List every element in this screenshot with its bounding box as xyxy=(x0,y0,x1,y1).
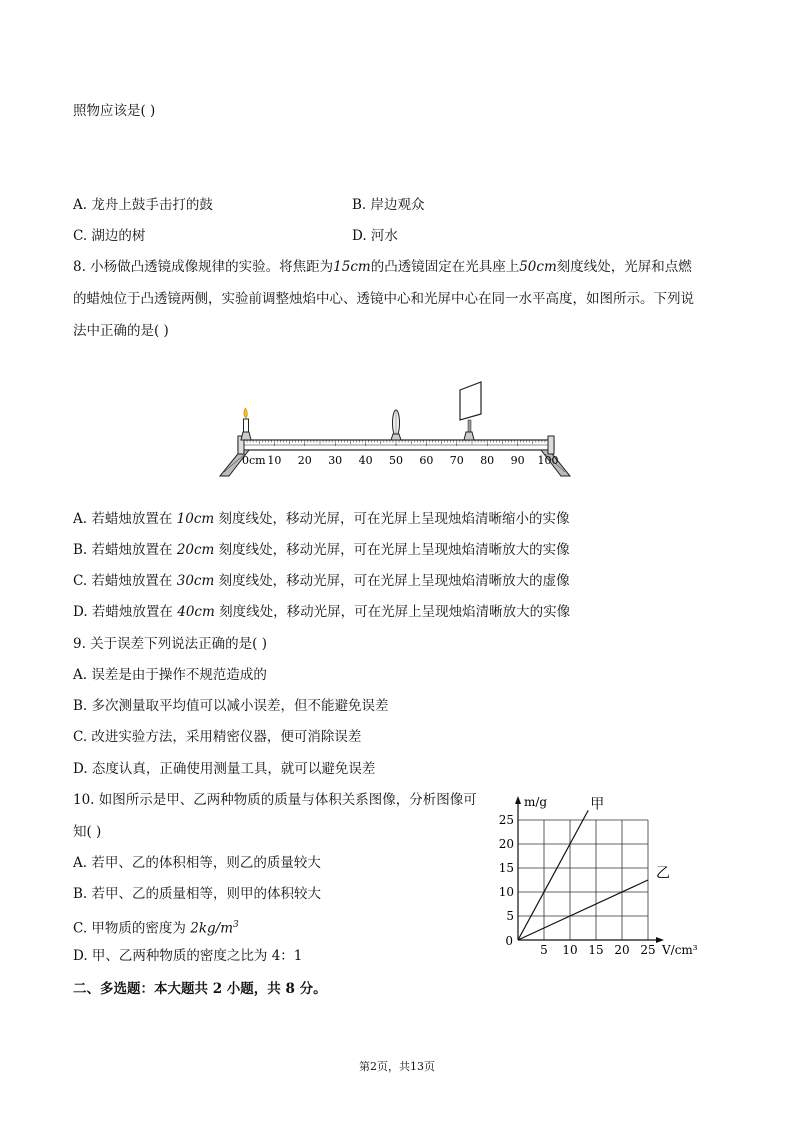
ruler-label: 100 xyxy=(537,454,559,467)
q9-option-a: A. 误差是由于操作不规范造成的 xyxy=(73,667,267,683)
series-label-jia: 甲 xyxy=(590,796,605,813)
q10-option-d: D. 甲、乙两种物质的密度之比为 4：1 xyxy=(73,948,303,964)
ruler-label: 40 xyxy=(358,454,373,467)
q9-option-c: C. 改进实验方法，采用精密仪器，便可消除误差 xyxy=(73,729,362,745)
candle xyxy=(241,408,251,440)
q8-option-a: A. 若蜡烛放置在 10cm 刻度线处，移动光屏，可在光屏上呈现烛焰清晰缩小的实像 xyxy=(73,511,570,527)
q8-option-d: D. 若蜡烛放置在 40cm 刻度线处，移动光屏，可在光屏上呈现烛焰清晰放大的实像 xyxy=(73,604,571,620)
series-line-jia xyxy=(518,810,588,940)
x-tick-label: 5 xyxy=(540,943,548,957)
ruler-label: 0cm xyxy=(242,454,266,467)
x-tick-label: 15 xyxy=(588,943,604,957)
q9-stem: 9. 关于误差下列说法正确的是( ) xyxy=(73,636,267,652)
y-axis-label: m/g xyxy=(524,795,548,809)
q7-option-d: D. 河水 xyxy=(352,228,398,244)
y-tick-label: 25 xyxy=(498,813,514,827)
light-screen xyxy=(460,382,481,440)
q7-option-c: C. 湖边的树 xyxy=(73,228,146,244)
x-tick-label: 25 xyxy=(640,943,656,957)
ruler-label: 90 xyxy=(510,454,525,467)
q10-option-b: B. 若甲、乙的质量相等，则甲的体积较大 xyxy=(73,886,322,902)
y-tick-label: 20 xyxy=(498,837,514,851)
q7-option-a: A. 龙舟上鼓手击打的鼓 xyxy=(73,197,213,213)
y-axis-arrow xyxy=(515,796,521,804)
x-tick-label: 20 xyxy=(614,943,630,957)
ruler-label: 20 xyxy=(297,454,312,467)
q8-stem-line1: 8. 小杨做凸透镜成像规律的实验。将焦距为15cm的凸透镜固定在光具座上50cm刻度线处，光屏和点燃 xyxy=(73,259,692,275)
y-tick-label: 10 xyxy=(498,885,514,899)
q8-option-b: B. 若蜡烛放置在 20cm 刻度线处，移动光屏，可在光屏上呈现烛焰清晰放大的实像 xyxy=(73,542,570,558)
x-tick-label: 10 xyxy=(562,943,578,957)
q9-option-b: B. 多次测量取平均值可以减小误差，但不能避免误差 xyxy=(73,698,389,714)
ruler-label: 60 xyxy=(419,454,434,467)
series-line-yi xyxy=(518,880,648,940)
q10-stem-line2: 知( ) xyxy=(73,824,102,840)
ruler-label: 50 xyxy=(389,454,403,467)
ruler-label: 70 xyxy=(449,454,464,467)
y-tick-label: 5 xyxy=(506,909,514,923)
q8-option-c: C. 若蜡烛放置在 30cm 刻度线处，移动光屏，可在光屏上呈现烛焰清晰放大的虚像 xyxy=(73,573,570,589)
q10-option-a: A. 若甲、乙的体积相等，则乙的质量较大 xyxy=(73,855,321,871)
ruler-label: 80 xyxy=(480,454,495,467)
y-tick-label: 15 xyxy=(498,861,514,875)
ruler-label: 10 xyxy=(267,454,282,467)
q8-stem-line2: 的蜡烛位于凸透镜两侧，实验前调整烛焰中心、透镜中心和光屏中心在同一水平高度，如图所示。下列说 xyxy=(73,291,694,307)
q7-option-b: B. 岸边观众 xyxy=(352,197,425,213)
mass-volume-chart xyxy=(496,790,702,962)
x-axis-label: V/cm³ xyxy=(662,943,698,957)
page-footer: 第2页，共13页 xyxy=(359,1060,435,1073)
optical-bench-figure xyxy=(215,376,575,480)
q8-stem-line3: 法中正确的是( ) xyxy=(73,323,169,339)
ruler-label: 30 xyxy=(328,454,343,467)
ruler-labels xyxy=(242,454,559,467)
convex-lens xyxy=(391,410,401,440)
q10-option-c: C. 甲物质的密度为 $2kg/m^3$ xyxy=(73,920,239,937)
origin-label: 0 xyxy=(505,934,513,948)
q10-stem-line1: 10. 如图所示是甲、乙两种物质的质量与体积关系图像，分析图像可 xyxy=(73,792,477,808)
series-label-yi: 乙 xyxy=(656,865,670,882)
q9-option-d: D. 态度认真，正确使用测量工具，就可以避免误差 xyxy=(73,761,376,777)
q7-stem-tail: 照物应该是( ) xyxy=(73,103,156,119)
chart-grid xyxy=(518,820,648,940)
section2-heading: 二、多选题：本大题共 2 小题，共 8 分。 xyxy=(73,981,327,997)
